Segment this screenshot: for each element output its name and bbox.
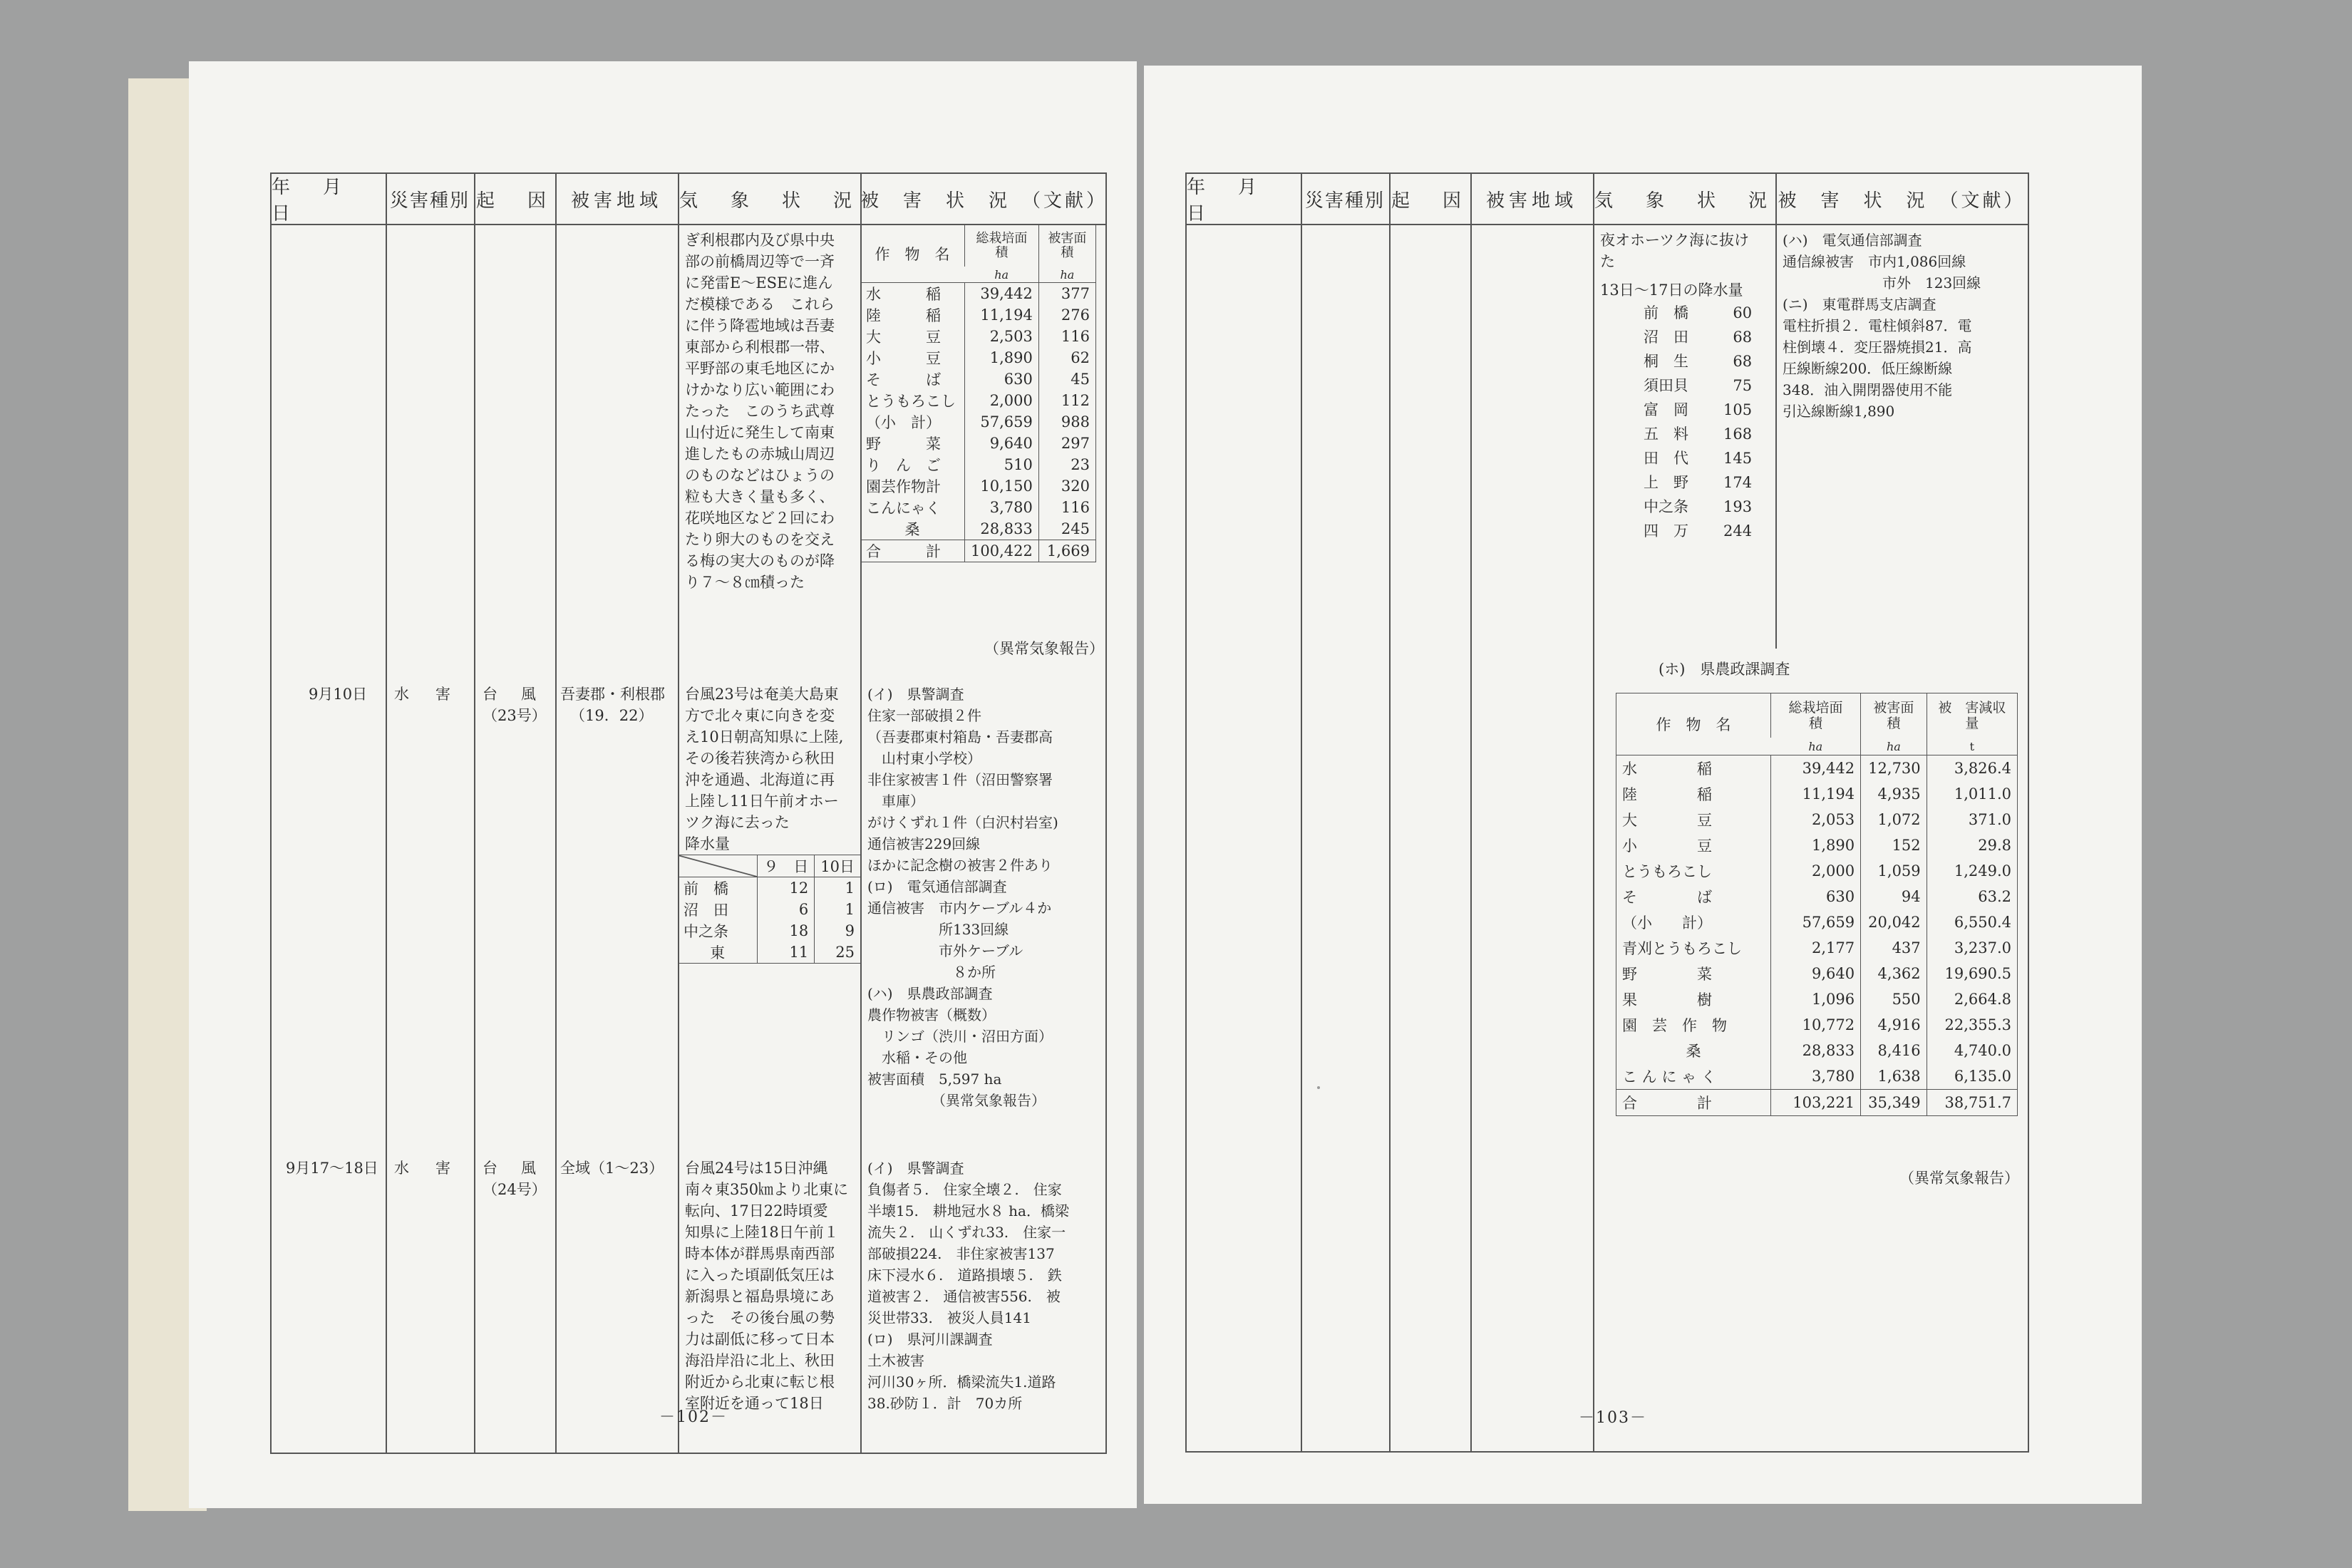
rain-row: 上 野 174 <box>1644 474 1753 491</box>
rain-row: 田 代 145 <box>1644 450 1753 467</box>
header-area: 被害地域 <box>570 190 662 212</box>
rain-row: 四 万 244 <box>1644 522 1753 540</box>
t23-type: 水 害 <box>394 686 456 703</box>
header-disaster-type: 災害種別 <box>389 190 470 212</box>
agri-source: （異常気象報告） <box>1899 1170 2019 1187</box>
damage-continued-text: (ハ) 電気通信部調査 通信線被害 市内1,086回線 市外 123回線 (ニ) 東電群馬支店調査 電柱折損２．電柱傾斜87．電 柱倒壊４．変圧器焼損21．高 圧線断線200．低圧線断線 348．油入開閉器使用不能 引込線断線1,890 <box>1783 232 1981 420</box>
left-table <box>270 172 1107 1454</box>
left-table-header <box>272 174 1108 225</box>
speck <box>1317 1086 1320 1089</box>
rain-title: 13日～17日の降水量 <box>1600 282 1743 299</box>
t23-area: 吾妻郡・利根郡 （19．22） <box>560 686 665 724</box>
hail-source: （異常気象報告） <box>984 640 1104 657</box>
hail-crop-total: 合 計 <box>860 540 965 562</box>
t24-type: 水 害 <box>394 1160 456 1177</box>
agri-title: (ホ) 県農政課調査 <box>1659 661 1790 678</box>
t23-weather-text: 台風23号は奄美大島東 方で北々東に向きを変 え10日朝高知県に上陸, その後若狭湾から秋田 沖を通過、北海道に再 上陸し11日午前オホー ツク海に去った 降水量 <box>685 686 844 852</box>
header-weather: 気 象 状 況 <box>679 190 859 212</box>
hail-crop-table: 作 物 名 総栽培面 積 被害面積 ha ha 水 稲 39,442 377 陸 稲 11,194 276 大 豆 2,503 116 小 豆 1,890 62 そ ば 630 45 とうもろこし 2,000 112 （小 計） 57,659 988 野 菜 9,640 297 り ん ご 510 23 園芸作物計 10,150 320 こんにゃく 3,780 116 桑 28,833 245 合 計 100,422 1,669 <box>860 225 1096 562</box>
page-number-right: －103－ <box>1579 1409 1647 1427</box>
right-page <box>1144 66 2142 1504</box>
header-date-right: 年 月 日 <box>1187 177 1290 225</box>
t23-date: 9月10日 <box>309 686 368 703</box>
rain-row: 富 岡 105 <box>1644 401 1753 418</box>
t24-date: 9月17～18日 <box>286 1160 378 1177</box>
t23-damage-text: (イ) 県警調査 住家一部破損２件 （吾妻郡東村箱島・吾妻郡高 山村東小学校） 非住家被害１件（沼田警察署 車庫） がけくずれ１件（白沢村岩室) 通信被害229回線 ほかに記念樹の被害２件あり (ロ) 電気通信部調査 通信被害 市内ケーブル４か 所133回線 市外ケーブル ８か所 (ハ) 県農政部調査 農作物被害（概数） リンゴ（渋川・沼田方面） 水稲・その他 被害面積 5,597 ha （異常気象報告） <box>867 686 1058 1109</box>
t23-rain-table: ９ 日 10日 前 橋 12 1 沼 田 6 1 中之条 18 9 東 11 25 <box>678 855 860 964</box>
agri-total: 合 計 <box>1616 1090 1771 1116</box>
t24-weather-continued: 夜オホーツク海に抜け た <box>1600 232 1749 270</box>
t23-cause: 台 風 （23号） <box>483 686 547 724</box>
agri-damage-table: 作 物 名 総栽培面 積 被害面積 被 害減収量 ha ha t 水 稲 39,442 12,730 3,826.4 陸 稲 11,194 4,935 1,011.0 大 豆 2,053 1,072 371.0 小 豆 1,890 152 29.8 とうもろこし 2,000 1,059 1,249.0 そ ば 630 94 63.2 （小 計） 57,659 20,042 6,550.4 青刈とうもろこし 2,177 437 3,237.0 野 菜 9,640 4,362 19,690.5 果 樹 1,096 550 2,664.8 園 芸 作 物 10,772 4,916 22,355.3 桑 28,833 8,416 4,740.0 こ ん に ゃ く 3,780 1,638 6,135.0 合 計 103,221 35,349 38,751.7 <box>1616 693 2018 1116</box>
header-area-right: 被害地域 <box>1485 190 1577 212</box>
rain-row: 前 橋 60 <box>1644 304 1753 321</box>
rain-list <box>1643 301 1753 543</box>
t24-cause: 台 風 （24号） <box>483 1160 547 1198</box>
header-date: 年 月 日 <box>272 177 375 225</box>
header-disaster-type-right: 災害種別 <box>1304 190 1385 212</box>
right-table-header <box>1187 174 2028 225</box>
header-damage: 被 害 状 況 （文献） <box>860 190 1108 212</box>
rain-row: 中之条 193 <box>1644 498 1753 515</box>
hail-weather-text: ぎ利根郡内及び県中央 部の前橋周辺等で一斉 に発雷E～ESEに進ん だ模様である これら に伴う降雹地域は吾妻 東部から利根郡一帯、 平野部の東毛地区にか けかなり広い範囲にわ たった このうち武尊 山付近に発生して南東 進したもの赤城山周辺 のものなどはひょうの 粒も大きく量も多く、 花咲地区など２回にわ たり卵大のものを交え る梅の実大のものが降 り７～８㎝積った <box>685 232 835 591</box>
t24-area: 全域（1～23） <box>560 1160 664 1177</box>
rain-row: 沼 田 68 <box>1644 329 1753 346</box>
header-cause-right: 起 因 <box>1391 190 1468 212</box>
rain-row: 須田貝 75 <box>1644 377 1753 394</box>
rain-row: 五 料 168 <box>1644 425 1753 443</box>
header-weather-right: 気 象 状 況 <box>1594 190 1774 212</box>
left-page <box>189 61 1137 1508</box>
hail-crop-rows: 水 稲 39,442 377 陸 稲 11,194 276 大 豆 2,503 116 小 豆 1,890 62 そ ば 630 45 とうもろこし 2,000 112 （小 計） 57,659 988 野 菜 9,640 297 り ん ご 510 23 園芸作物計 10,150 320 こんにゃく 3,780 116 桑 28,833 245 合 計 100,422 1,669 <box>860 283 1095 562</box>
t24-damage-text: (イ) 県警調査 負傷者５. 住家全壊２. 住家 半壊15. 耕地冠水８ ha．橋梁 流失２. 山くずれ33. 住家一 部破損224. 非住家被害137 床下浸水６. 道路損壊５. 鉄 道被害２. 通信被害556. 被 災世帯33. 被災人員141 (ロ) 県河川課調査 土木被害 河川30ヶ所．橋梁流失1.道路 38.砂防１．計 70カ所 <box>867 1160 1069 1412</box>
t24-weather-text: 台風24号は15日沖縄 南々東350㎞より北東に 転向、17日22時頃愛 知県に上陸18日午前１ 時本体が群馬県南西部 に入った頃副低気圧は 新潟県と福島県境にあ った その後台風の勢 力は副低に移って日本 海沿岸沿に北上、秋田 附近から北東に転じ根 室附近を通って18日 <box>685 1160 849 1412</box>
rain-row: 桐 生 68 <box>1644 353 1753 370</box>
header-damage-right: 被 害 状 況 （文献） <box>1778 190 2026 212</box>
page-number-left: －102－ <box>659 1408 728 1426</box>
header-cause: 起 因 <box>475 190 553 212</box>
agri-rows: 水 稲 39,442 12,730 3,826.4 陸 稲 11,194 4,935 1,011.0 大 豆 2,053 1,072 371.0 小 豆 1,890 152 29.8 とうもろこし 2,000 1,059 1,249.0 そ ば 630 94 63.2 （小 計） 57,659 20,042 6,550.4 青刈とうもろこし 2,177 437 3,237.0 野 菜 9,640 4,362 19,690.5 果 樹 1,096 550 2,664.8 園 芸 作 物 10,772 4,916 22,355.3 桑 28,833 8,416 4,740.0 こ ん に ゃ く 3,780 1,638 6,135.0 合 計 103,221 35,349 38,751.7 <box>1616 755 2017 1116</box>
right-table <box>1185 172 2029 1453</box>
